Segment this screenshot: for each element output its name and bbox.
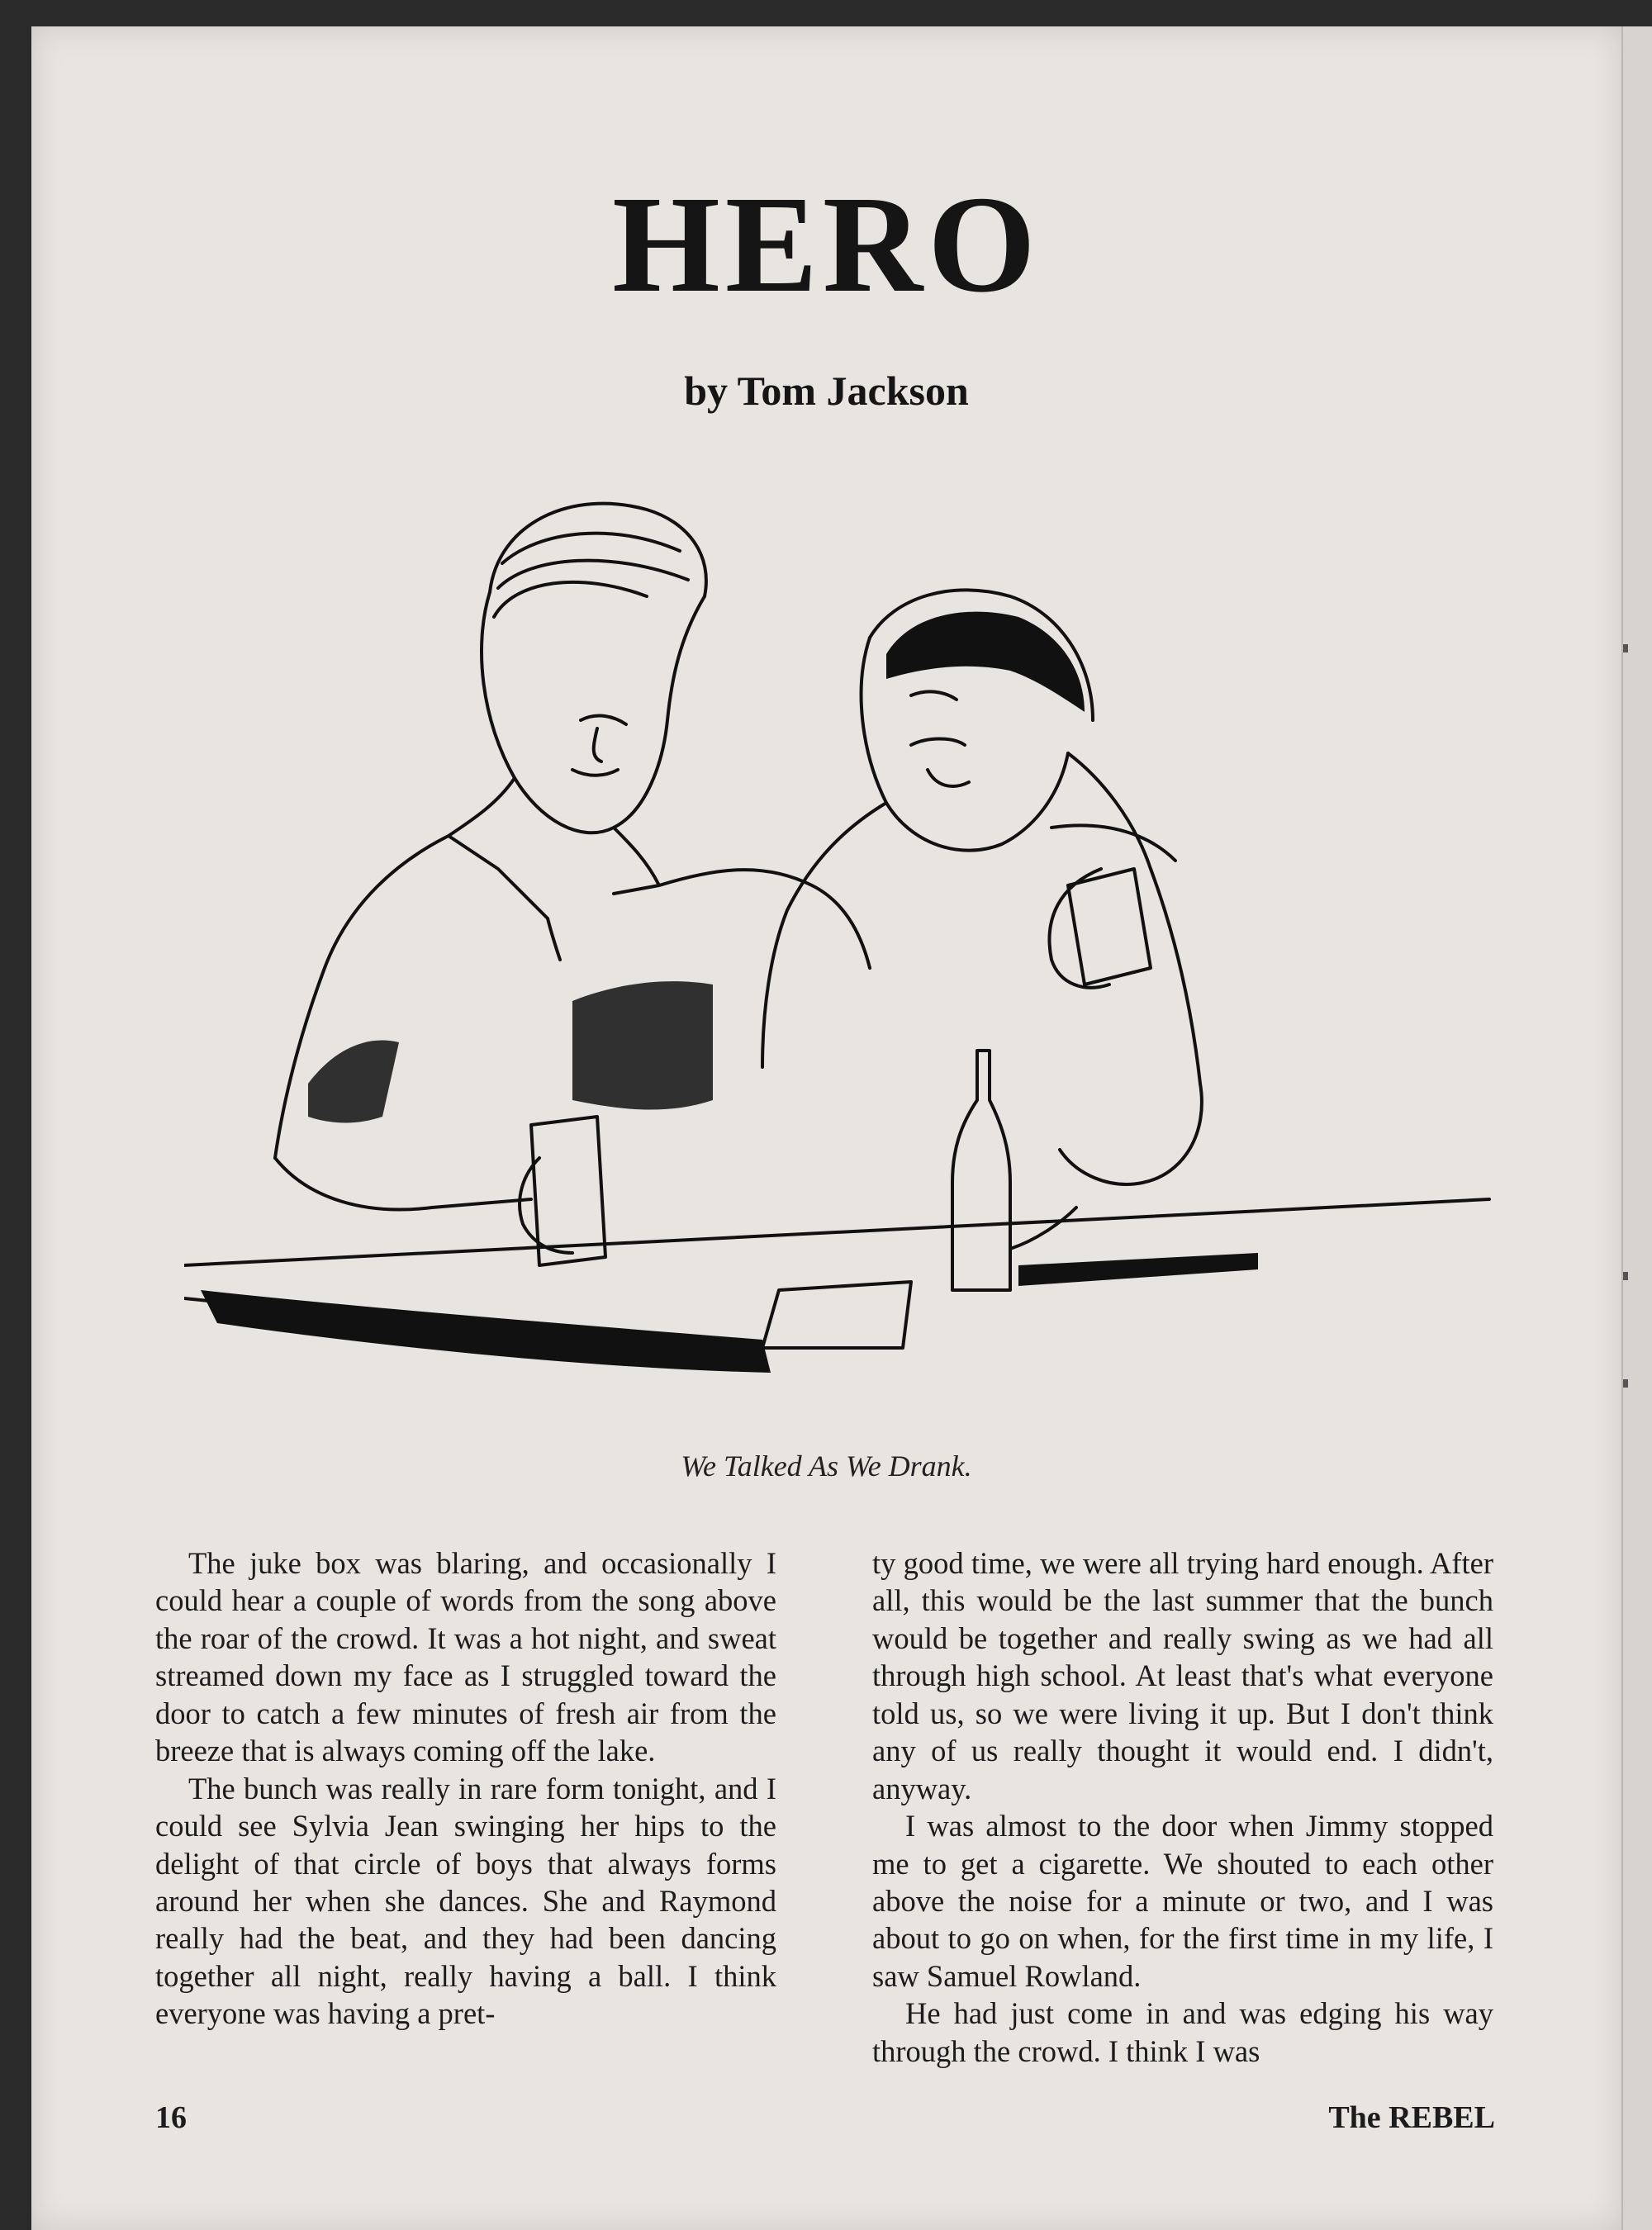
body-column-left [155, 1544, 776, 2033]
two-men-drinking-at-bar-illustration [184, 472, 1506, 1414]
paragraph: The juke box was blaring, and occasionally I could hear a couple of words from the song above the roar of the crowd. It was a hot night, and sweat streamed down my face as I struggled toward the door to catch a few minutes of fresh air from the breeze that is always coming off the lake. [155, 1546, 776, 1768]
illustration-caption: We Talked As We Drank. [681, 1450, 972, 1483]
paragraph: I was almost to the door when Jimmy stopped me to get a cigarette. We shouted to each other above the noise for a minute or two, and I was about to go on when, for the first time in my life, I saw Samuel Rowland. [872, 1809, 1493, 1993]
page-edge [1621, 26, 1652, 2230]
page-number: 16 [155, 2100, 187, 2135]
paragraph: The bunch was really in rare form tonight, and I could see Sylvia Jean swinging her hips to the delight of that circle of boys that always forms around her when she dances. She and Raymond really had the beat, and they had been dancing together all night, really having a ball. I think everyone was having a pret- [155, 1771, 776, 2031]
staple-icon [1623, 1379, 1628, 1388]
article-byline: by Tom Jackson [684, 368, 969, 414]
magazine-name: The REBEL [1328, 2100, 1495, 2135]
article-title: HERO [612, 168, 1041, 321]
paragraph: ty good time, we were all trying hard enough. After all, this would be the last summer that the bunch would be together and really swing as we had all through high school. At least that's what everyone told us, so we were living it up. But I don't think any of us really thought it would end. I didn't, anyway. [872, 1546, 1493, 1805]
staple-icon [1623, 644, 1628, 652]
body-column-right [872, 1544, 1493, 2070]
staple-icon [1623, 1272, 1628, 1280]
paragraph: He had just come in and was edging his way through the crowd. I think I was [872, 1996, 1493, 2068]
magazine-page [31, 26, 1621, 2230]
